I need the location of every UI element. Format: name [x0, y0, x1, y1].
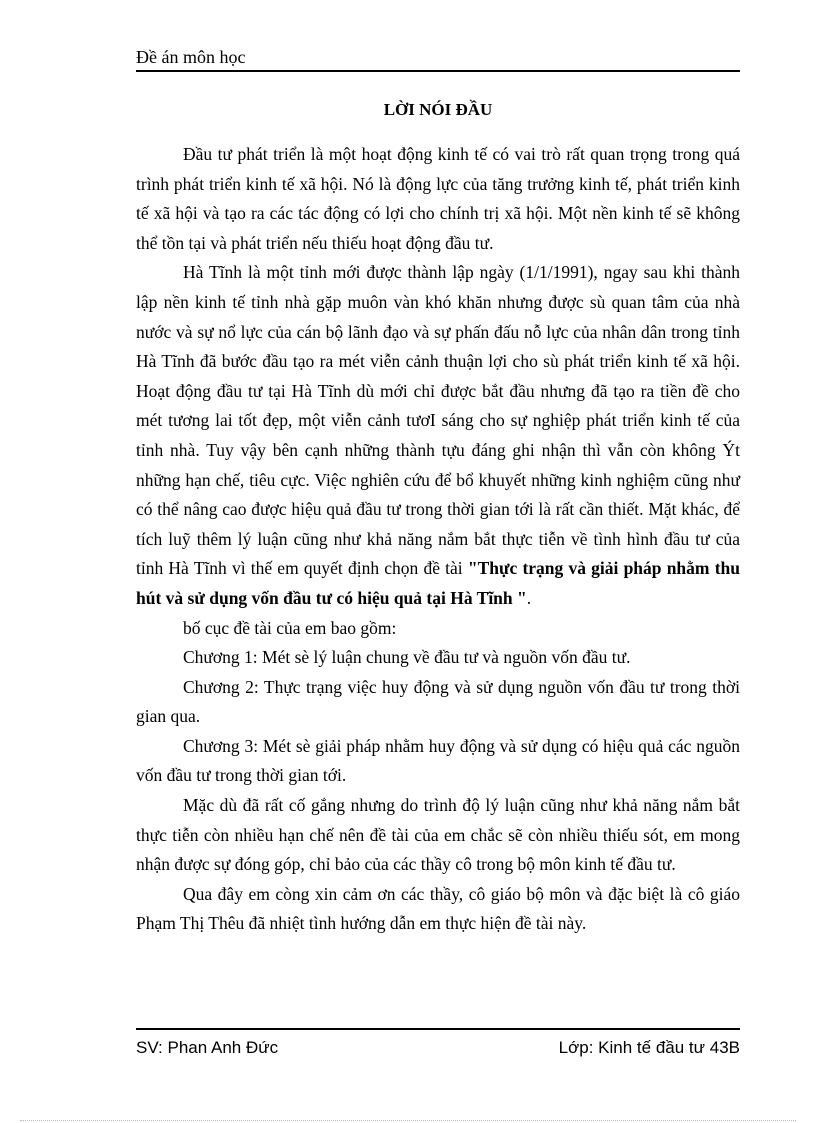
page-header: [136, 44, 740, 72]
paragraph-ha-tinh: [136, 258, 740, 613]
paragraph-thanks: Qua đây em còng xin cảm ơn các thầy, cô giáo bộ môn và đặc biệt là cô giáo Phạm Thị Thêu đã nhiệt tình hướng dẫn em thực hiện đề tài này.: [136, 883, 740, 934]
page-edge-divider: [20, 1120, 796, 1121]
footer-divider: [136, 1028, 740, 1030]
chapter-1: Chương 1: Mét sè lý luận chung về đầu tư và nguồn vốn đầu tư.: [183, 647, 631, 668]
chapter-2: Chương 2: Thực trạng việc huy động và sử dụng nguồn vốn đầu tư trong thời gian qua.: [136, 676, 740, 727]
document-title: LỜI NÓI ĐẦU: [383, 100, 493, 119]
paragraph-limitations: Mặc dù đã rất cố gắng nhưng do trình độ lý luận cũng như khả năng nắm bắt thực tiễn còn nhiều hạn chế nên đề tài của em chắc sẽ còn nhiều thiếu sót, em mong nhận được sự đóng góp, chỉ bảo của các thầy cô trong bộ môn kinh tế đầu tư.: [136, 795, 740, 875]
document-body: [136, 140, 740, 939]
page-footer: [136, 1037, 740, 1059]
footer-class: Lớp: Kinh tế đầu tư 43B: [558, 1038, 740, 1057]
paragraph-structure: bố cục đề tài của em bao gồm:: [183, 617, 397, 638]
chapter-3: Chương 3: Mét sè giải pháp nhằm huy động và sử dụng có hiệu quả các nguồn vốn đầu tư trong thời gian tới.: [136, 735, 740, 786]
thesis-topic: "Thực trạng và giải pháp nhằm thu hút và sử dụng vốn đầu tư có hiệu quả tại Hà Tĩnh ": [136, 558, 740, 608]
header-text: Đề án môn học: [136, 47, 246, 67]
footer-student: SV: Phan Anh Đức: [136, 1038, 279, 1057]
paragraph-ha-tinh-end: .: [526, 587, 532, 608]
paragraph-ha-tinh-text: Hà Tĩnh là một tỉnh mới được thành lập ngày (1/1/1991), ngay sau khi thành lập nền kinh tế tỉnh nhà gặp muôn vàn khó khăn nhưng được sù quan tâm của nhà nước và sự nổ lực của cán bộ lãnh đạo và sự phấn đấu nỗ lực của nhân dân trong tỉnh Hà Tĩnh đã bước đầu tạo ra mét viễn cảnh thuận lợi cho sù phát triển kinh tế xã hội. Hoạt động đầu tư tại Hà Tĩnh dù mới chỉ được bắt đầu nhưng đã tạo ra tiền đề cho mét tương lai tốt đẹp, một viễn cảnh tươI sáng cho sự nghiệp phát triển kinh tế của tỉnh nhà. Tuy vậy bên cạnh những thành tựu đáng ghi nhận thì vẫn còn không Ýt những hạn chế, tiêu cực. Việc nghiên cứu để bổ khuyết những kinh nghiệm cũng như có thể nâng cao được hiệu quả đầu tư trong thời gian tới là rất cần thiết. Mặt khác, để tích luỹ thêm lý luận cũng như khả năng nắm bắt thực tiễn về tình hình đầu tư của tỉnh Hà Tĩnh vì thế em quyết định chọn đề tài: [136, 262, 740, 579]
paragraph-intro: Đầu tư phát triển là một hoạt động kinh tế có vai trò rất quan trọng trong quá trình phát triển kinh tế xã hội. Nó là động lực của tăng trưởng kinh tế, phát triển kinh tế xã hội và tạo ra các tác động có lợi cho chính trị xã hội. Một nền kinh tế sẽ không thể tồn tại và phát triển nếu thiếu hoạt động đầu tư.: [136, 144, 740, 253]
